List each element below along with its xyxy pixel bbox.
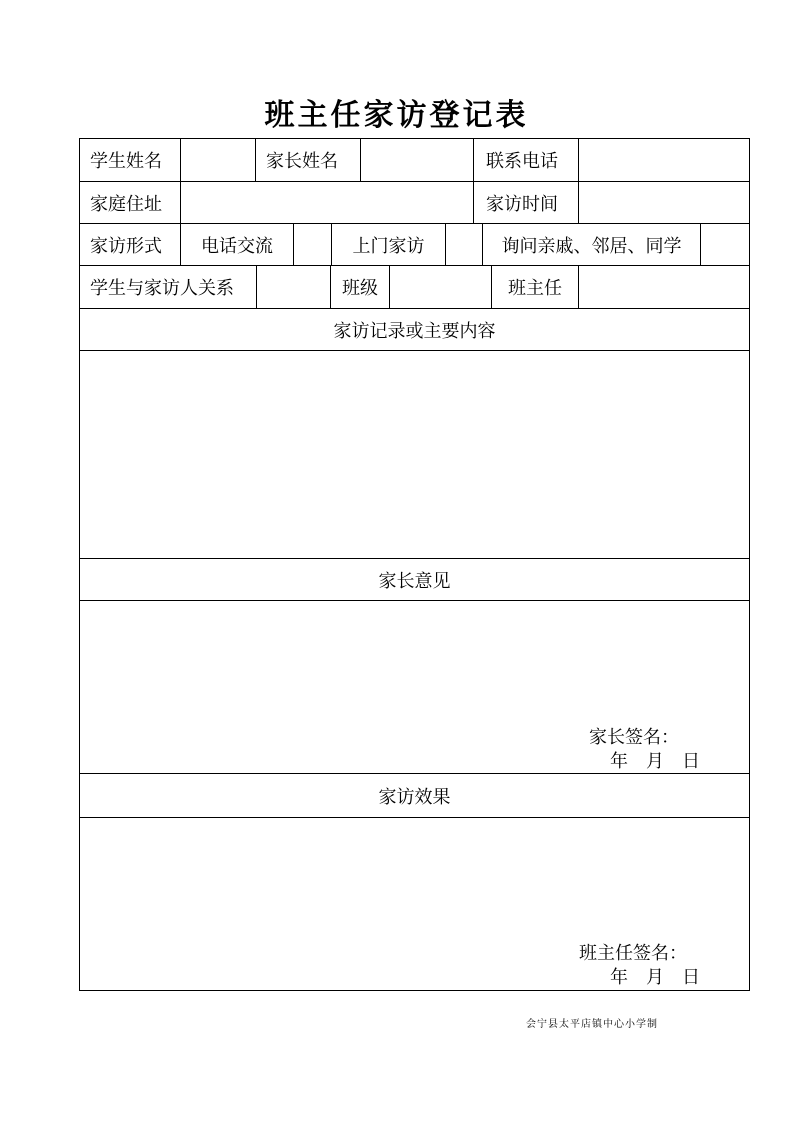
address-field[interactable] [181,182,473,223]
address-label: 家庭住址 [90,193,162,215]
visit-time-field[interactable] [579,182,749,223]
record-heading-row [80,309,749,350]
option-home-label: 上门家访 [352,235,425,257]
effect-heading-row [80,774,749,817]
visit-type-label: 家访形式 [90,235,162,257]
row-address [80,182,749,223]
home-visit-form [79,138,750,991]
parent-opinion-area[interactable] [80,601,749,773]
option-phone-label: 电话交流 [201,235,273,257]
phone-label: 联系电话 [486,151,558,172]
row-student-info [80,139,749,181]
parent-name-field[interactable] [361,139,473,181]
teacher-signature-date: 年 月 日 [610,967,700,988]
parent-opinion-heading: 家长意见 [378,570,451,592]
row-relation [80,266,749,308]
parent-signature-label: 家长签名： [589,727,679,748]
footer-credit: 会宁县太平店镇中心小学制 [526,1019,658,1030]
option-inquire-label: 询问亲戚、邻居、同学 [501,235,682,257]
phone-field[interactable] [579,139,749,181]
teacher-field[interactable] [579,266,749,308]
teacher-signature-label: 班主任签名： [579,943,687,964]
teacher-label: 班主任 [508,278,562,299]
student-name-label: 学生姓名 [90,151,162,172]
effect-heading: 家访效果 [378,786,451,808]
parent-opinion-heading-row [80,559,749,600]
form-title: 班主任家访登记表 [264,98,529,133]
class-field[interactable] [390,266,491,308]
record-content-area[interactable] [80,351,749,558]
effect-area[interactable] [80,818,749,990]
option-home-checkbox[interactable] [446,224,482,265]
relation-label: 学生与家访人关系 [90,278,234,299]
parent-name-label: 家长姓名 [266,151,338,172]
row-visit-type [80,224,749,265]
parent-signature-date: 年 月 日 [610,751,700,772]
option-phone-checkbox[interactable] [294,224,331,265]
relation-field[interactable] [257,266,330,308]
class-label: 班级 [342,278,378,299]
record-heading: 家访记录或主要内容 [333,320,496,342]
visit-time-label: 家访时间 [486,193,558,215]
student-name-field[interactable] [181,139,255,181]
option-inquire-checkbox[interactable] [701,224,749,265]
